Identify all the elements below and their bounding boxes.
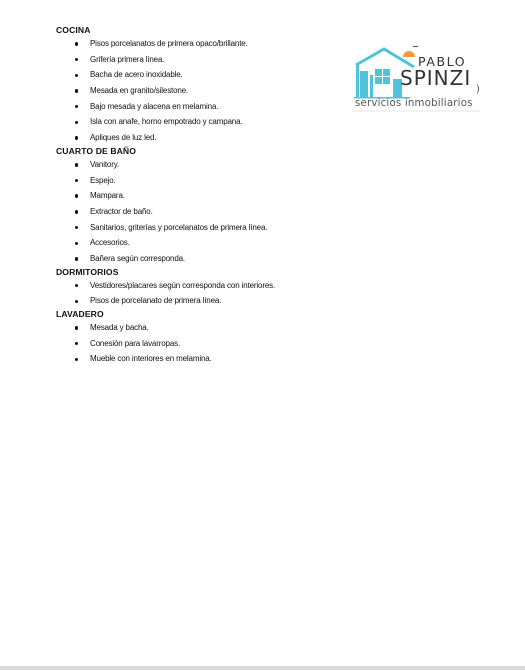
list-item: Accesorios. <box>56 235 346 251</box>
logo-name-bottom: SPINZI <box>400 66 472 90</box>
company-logo <box>352 45 482 115</box>
list-dormitorios <box>56 278 346 309</box>
bullet-icon <box>75 163 78 166</box>
section-heading-dormitorios: DORMITORIOS <box>56 266 119 277</box>
list-item: Vestidores/placares según corresponda con interiores. <box>56 278 346 294</box>
bullet-icon <box>75 58 78 61</box>
bullet-icon <box>75 89 78 92</box>
list-item: Sanitarios, griterías y porcelanatos de primera línea. <box>56 220 346 236</box>
list-item: Bacha de acero inoxidable. <box>56 67 346 83</box>
bullet-icon <box>75 242 78 245</box>
list-item: Mampara. <box>56 188 346 204</box>
section-heading-cocina: COCINA <box>56 25 91 35</box>
list-item: Isla con anafe, horno empotrado y campana. <box>56 114 346 130</box>
bullet-icon <box>75 179 78 182</box>
bullet-icon <box>75 326 78 329</box>
list-item: Mesada en granito/silestone. <box>56 83 346 99</box>
bullet-icon <box>75 136 78 139</box>
bullet-icon <box>75 210 78 213</box>
list-item: Apliques de luz led. <box>56 130 346 146</box>
list-item: Conesión para lavarropas. <box>56 336 346 352</box>
list-item: Grifería primera línea. <box>56 52 346 68</box>
list-item: Mesada y bacha. <box>56 320 346 336</box>
bullet-icon <box>75 226 78 229</box>
bullet-icon <box>75 194 78 197</box>
document-body <box>56 25 346 367</box>
bullet-icon <box>75 105 78 108</box>
list-cuarto-de-bano <box>56 157 346 267</box>
logo-tagline: servicios inmobiliarios <box>355 98 473 109</box>
bullet-icon <box>75 300 78 303</box>
svg-text:): ) <box>476 84 480 95</box>
list-item: Pisos porcelanatos de primera opaco/brillante. <box>56 36 346 52</box>
bullet-icon <box>75 42 78 45</box>
section-heading-cuarto-de-bano: CUARTO DE BAÑO <box>56 145 137 156</box>
bottom-edge <box>0 666 525 670</box>
list-item: Vanitory. <box>56 157 346 173</box>
list-item: Mueble con interiores en melamina. <box>56 351 346 367</box>
bullet-icon <box>75 121 78 124</box>
bullet-icon <box>75 74 78 77</box>
section-heading-lavadero: LAVADERO <box>56 309 104 319</box>
list-item: Pisos de porcelanato de primera línea. <box>56 293 346 309</box>
list-item: Espejo. <box>56 173 346 189</box>
list-item: Bañera según corresponda. <box>56 251 346 267</box>
list-item: Bajo mesada y alacena en melamina. <box>56 99 346 115</box>
list-item: Extractor de baño. <box>56 204 346 220</box>
bullet-icon <box>75 257 78 260</box>
list-lavadero <box>56 320 346 367</box>
bullet-icon <box>75 358 78 361</box>
bullet-icon <box>75 284 78 287</box>
list-cocina <box>56 36 346 146</box>
bullet-icon <box>75 342 78 345</box>
logo-name-top: PABLO <box>418 54 467 69</box>
